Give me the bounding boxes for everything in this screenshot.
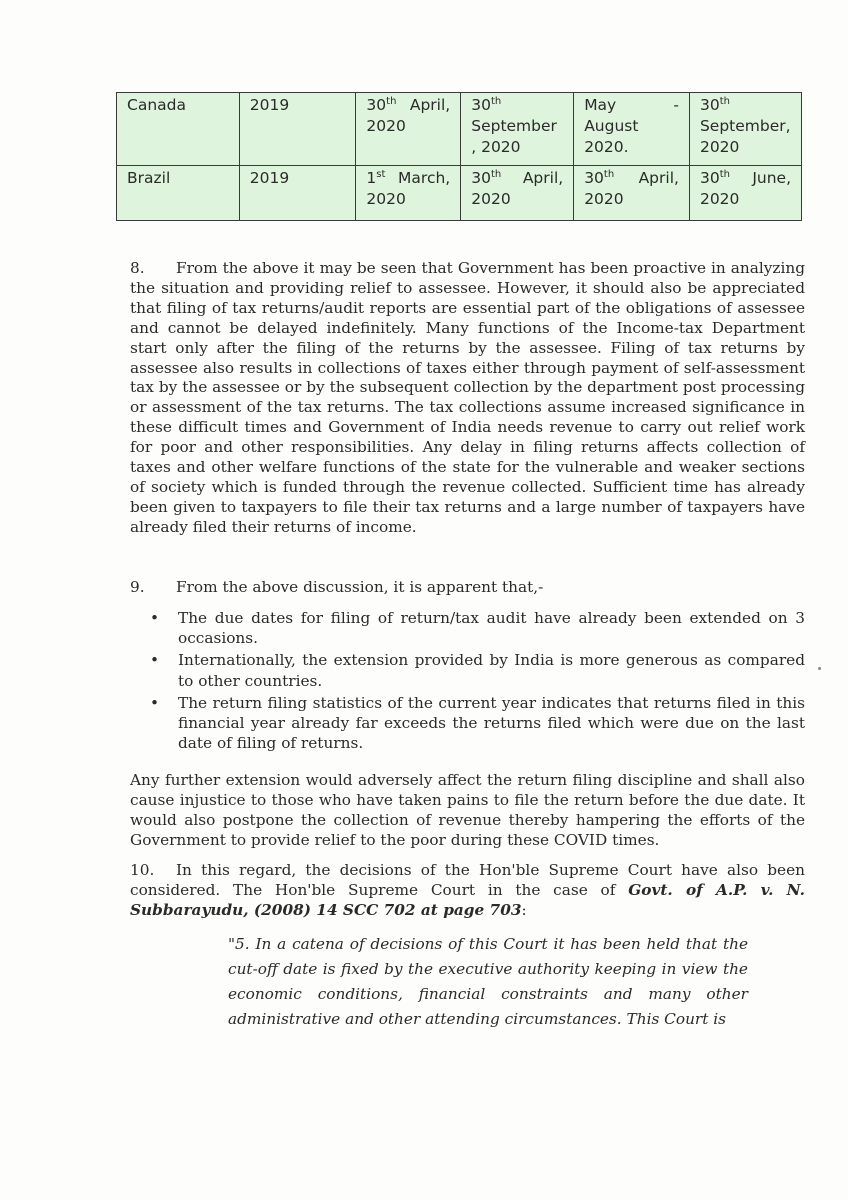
- paragraph-9: [130, 578, 805, 598]
- date-cell: May - August 2020.: [574, 93, 690, 166]
- paragraph-10: 10. In this regard, the decisions of the Hon'ble Supreme Court have also been considered. The Hon'ble Supreme Court in the case of Govt. of A.P. v. N. Subbarayudu, (2008) 14 SCC 702 at page 703:: [130, 861, 805, 919]
- date-cell: 30th September, 2020: [689, 93, 801, 166]
- bullet-list: [150, 608, 805, 755]
- case-citation: Govt. of A.P. v. N. Subbarayudu, (2008) 14 SCC 702 at page 703: [130, 880, 805, 919]
- date-cell: 30th September , 2020: [461, 93, 574, 166]
- date-cell: 30th April, 2020: [356, 93, 461, 166]
- date-cell: 30th April, 2020: [574, 166, 690, 221]
- list-item: • The return filing statistics of the current year indicates that returns filed in this financial year already far exceeds the returns filed which were due on the last date of filing of returns.: [150, 693, 805, 753]
- bullet-icon: •: [150, 609, 160, 627]
- paragraph-number: 9.: [130, 578, 145, 596]
- paragraph-number: 10.: [130, 861, 155, 879]
- table-row: [117, 93, 802, 166]
- paragraph-conclusion: [130, 771, 805, 851]
- tax-deadline-table: [116, 92, 802, 221]
- date-cell: 30th April, 2020: [461, 166, 574, 221]
- paragraph-text: From the above it may be seen that Government has been proactive in analyzing the situation and providing relief to assessee. However, it should also be appreciated that filing of tax returns/audit reports are essential part of the obligations of assessee and cannot be delayed indefinitely. Many functions of the Income-tax Department start only after the filing of the returns by the assessee. Filing of tax returns by assessee also results in collections of taxes either through payment of self-assessment tax by the assessee or by the subsequent collection by the department post processing or assessment of the tax returns. The tax collections assume increased significance in these difficult times and Government of India needs revenue to carry out relief work for poor and other responsibilities. Any delay in filing returns affects collection of taxes and other welfare functions of the state for the vulnerable and weaker sections of society which is funded through the revenue collected. Sufficient time has already been given to taxpayers to file their tax returns and a large number of taxpayers have already filed their returns of income.: [130, 259, 805, 536]
- bullet-icon: •: [150, 693, 160, 712]
- court-quote: [228, 932, 748, 1032]
- date-cell: 30th June, 2020: [689, 166, 801, 221]
- list-item: • The due dates for filing of return/tax audit have already been extended on 3 occasions.: [150, 609, 805, 648]
- paragraph-number: 8.: [130, 259, 145, 277]
- date-cell: 1st March, 2020: [356, 166, 461, 221]
- list-item: • Internationally, the extension provided by India is more generous as compared to other countries.: [150, 651, 805, 690]
- paragraph-text: In this regard, the decisions of the Hon'ble Supreme Court have also been considered. The Hon'ble Supreme Court in the case of: [130, 861, 805, 899]
- quote-text: "5. In a catena of decisions of this Court it has been held that the cut-off date is fixed by the executive authority keeping in view the economic conditions, financial constraints and many other administrative and other attending circumstances. This Court is: [228, 935, 748, 1028]
- paragraph-text: From the above discussion, it is apparent that,-: [176, 578, 544, 596]
- scan-speck: [818, 667, 821, 670]
- table-row: [117, 166, 802, 221]
- bullet-icon: •: [150, 651, 160, 670]
- country-cell: Brazil: [117, 166, 240, 221]
- paragraph-text: Any further extension would adversely affect the return filing discipline and shall also cause injustice to those who have taken pains to file the return before the due date. It would also postpone the collection of revenue thereby hampering the efforts of the Government to provide relief to the poor during these COVID times.: [130, 771, 805, 849]
- paragraph-8: [130, 259, 805, 538]
- year-cell: 2019: [239, 166, 356, 221]
- year-cell: 2019: [239, 93, 356, 166]
- country-cell: Canada: [117, 93, 240, 166]
